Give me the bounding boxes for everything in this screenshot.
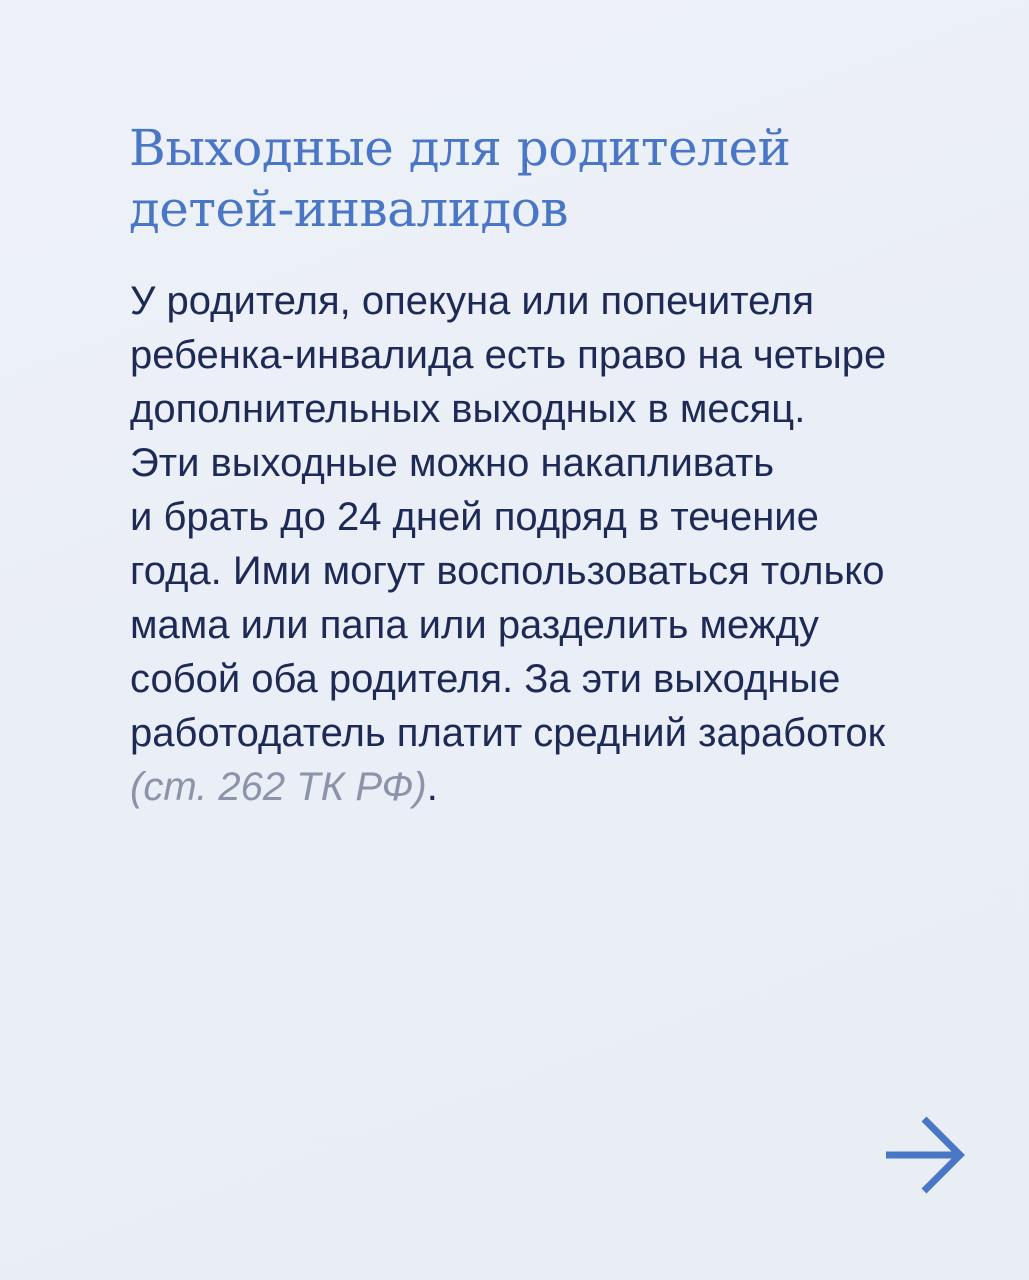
body-line-10: [130, 760, 990, 814]
body-line-7: мама или папа или разделить между: [130, 603, 819, 647]
arrow-right-icon[interactable]: [884, 1116, 966, 1194]
body-line-6: года. Ими могут воспользоваться только: [130, 549, 885, 593]
body-line-2: ребенка-инвалида есть право на четыре: [130, 333, 887, 377]
body-line-3: дополнительных выходных в месяц.: [130, 387, 806, 431]
law-reference: (ст. 262 ТК РФ): [130, 765, 427, 809]
body-line-5: и брать до 24 дней подряд в течение: [130, 495, 819, 539]
title-line-1: Выходные для родителей: [129, 119, 791, 177]
reference-period: .: [426, 765, 438, 809]
slide-title: [129, 118, 949, 240]
body-line-4: Эти выходные можно накапливать: [130, 441, 775, 485]
body-line-8: собой оба родителя. За эти выходные: [130, 657, 841, 701]
title-line-2: детей-инвалидов: [129, 180, 569, 238]
body-line-9: работодатель платит средний заработок: [130, 711, 886, 755]
slide-body: [130, 274, 990, 814]
body-line-1: У родителя, опекуна или попечителя: [130, 279, 814, 323]
